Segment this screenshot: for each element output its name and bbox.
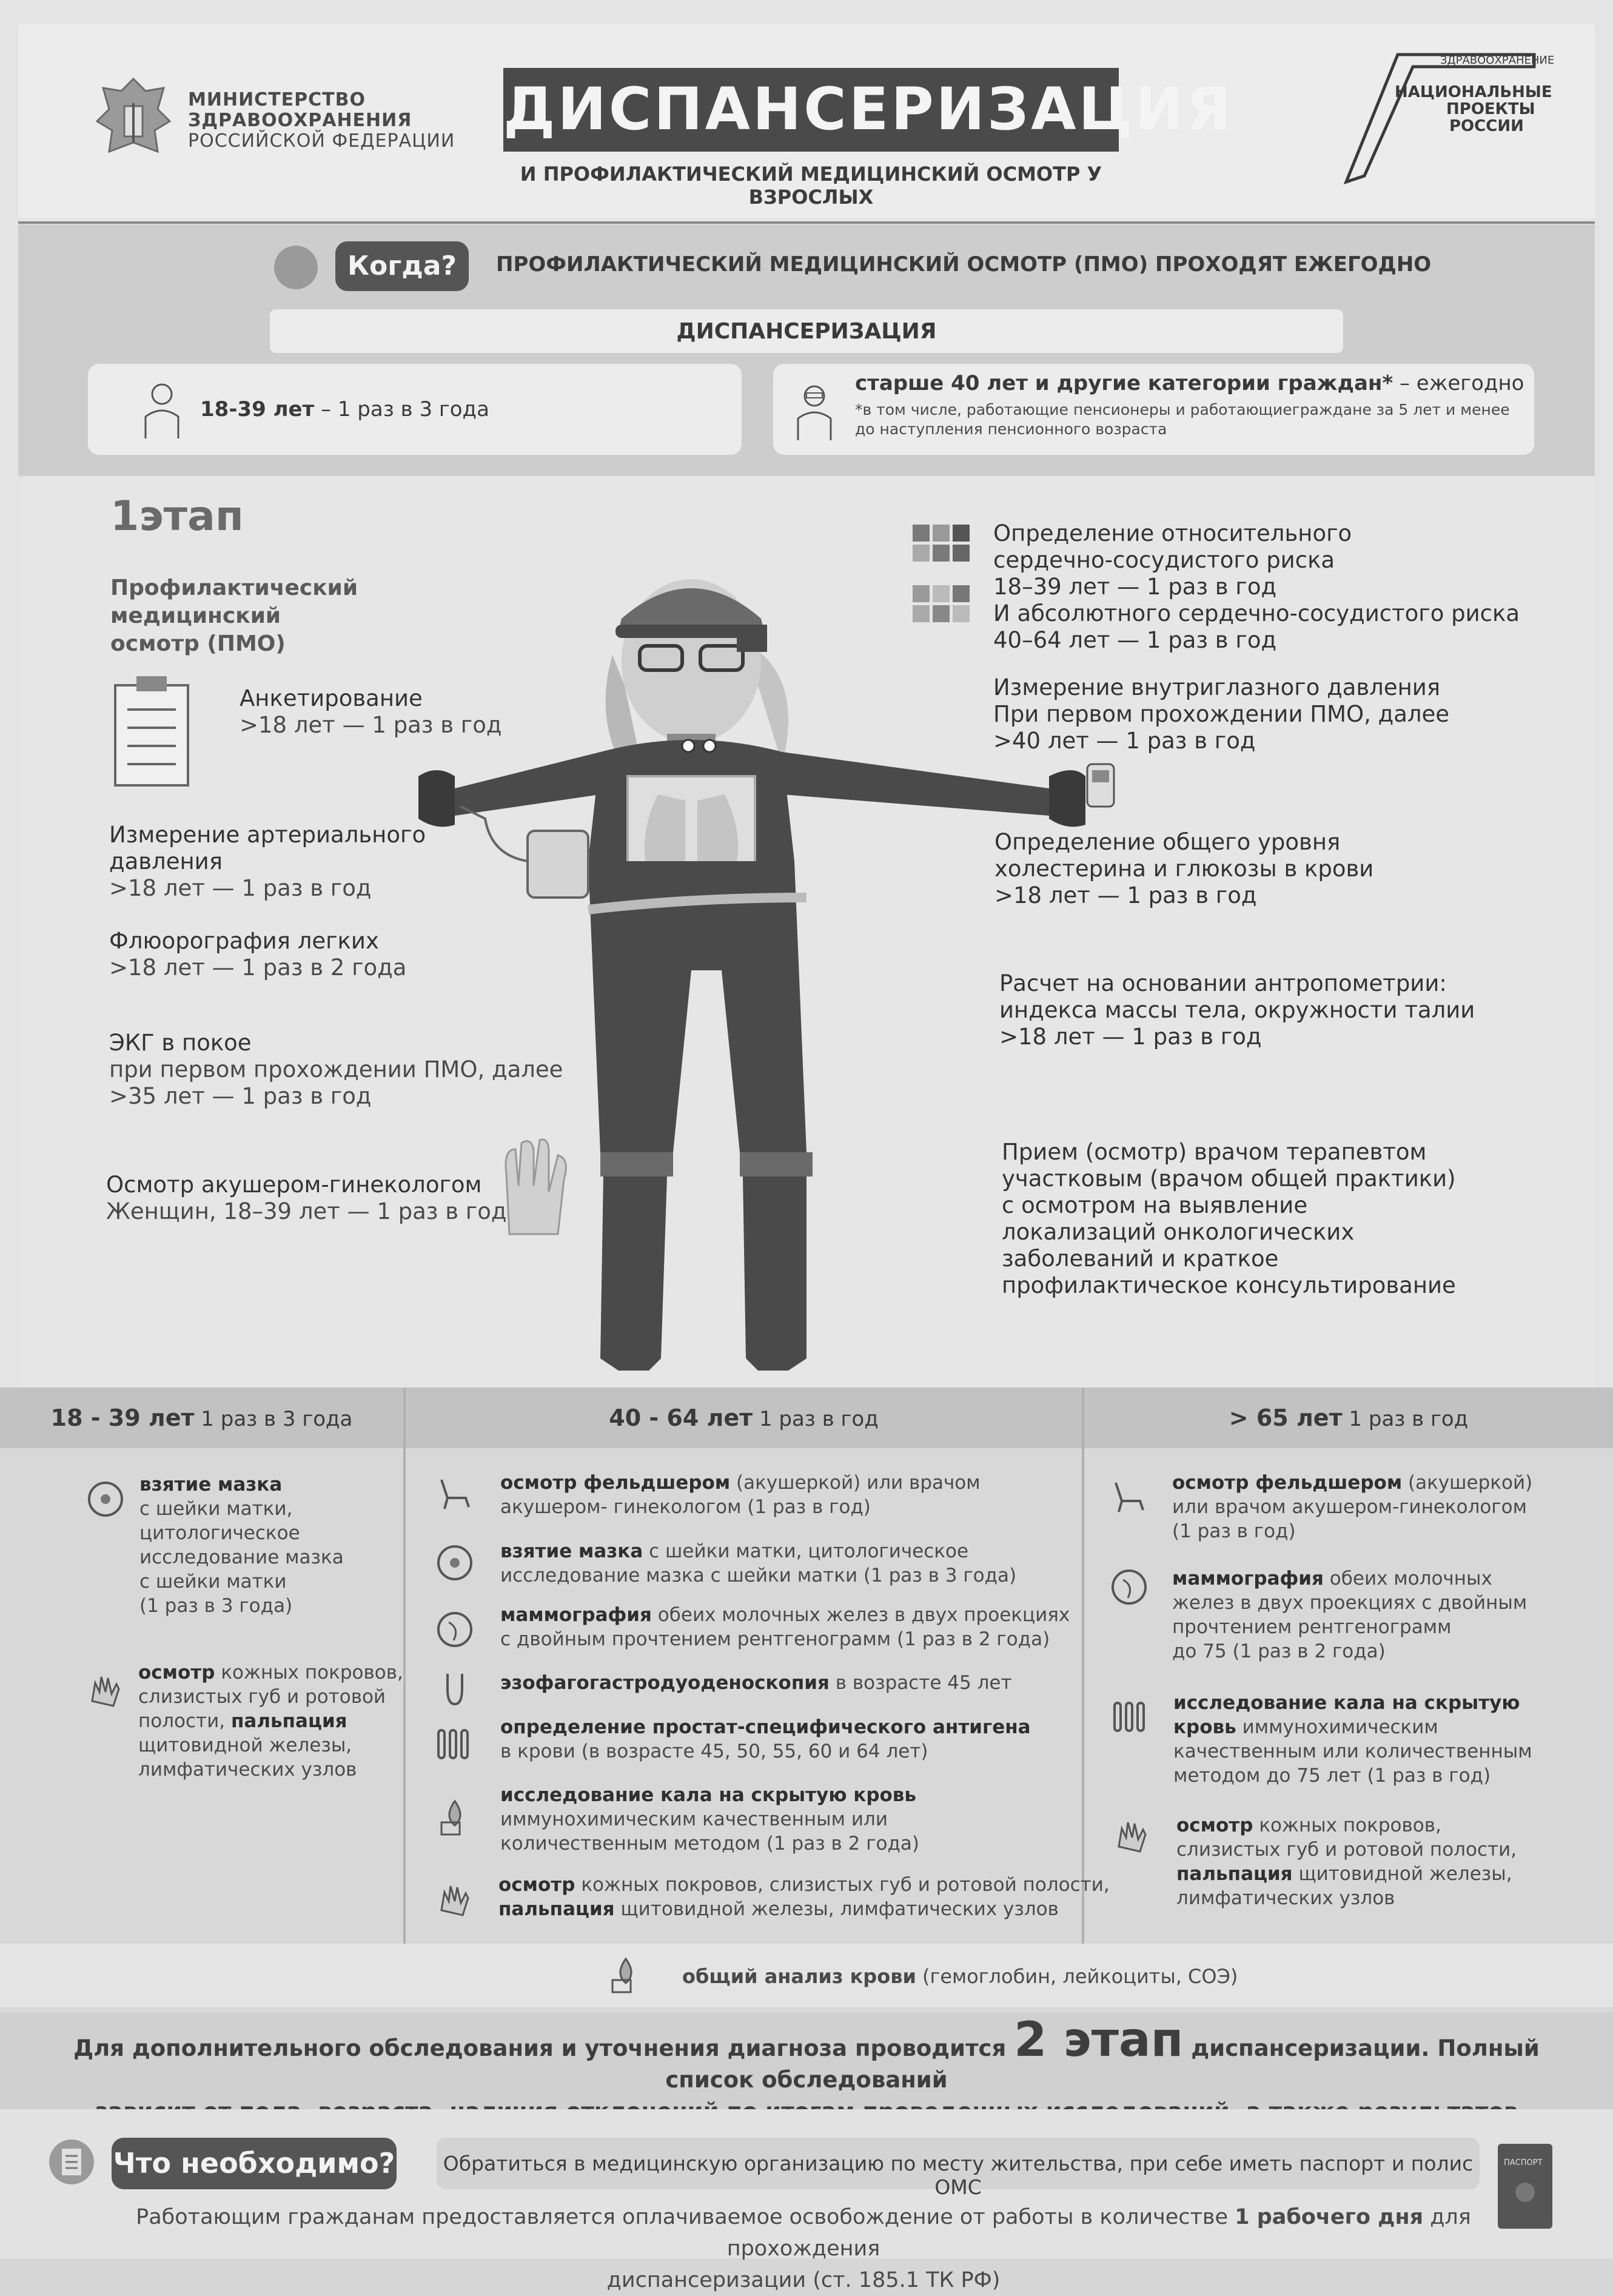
item-bold: пальпация [230, 1710, 347, 1732]
passport-icon [1495, 2141, 1555, 2232]
label-detail: >18 лет — 1 раз в год [240, 712, 502, 738]
item-line: лимфатических узлов [1176, 1887, 1395, 1909]
item-text: кожных покровов, слизистых губ и ротовой полости, [575, 1874, 1110, 1896]
mammography-icon [1110, 1568, 1149, 1606]
chair-icon [1110, 1477, 1149, 1516]
test-tubes-icon [434, 1725, 472, 1764]
need-text: Обратиться в медицинскую организацию по месту жительства, при себе иметь паспорт и полис ОМС [443, 2152, 1474, 2199]
item-bold: эзофагогастродуоденоскопия [500, 1672, 830, 1694]
ministry-line: МИНИСТЕРСТВО [188, 89, 366, 110]
person-icon [141, 379, 183, 440]
item-line: или врачом акушером-гинекологом [1172, 1496, 1527, 1518]
gloves-icon [497, 1131, 576, 1240]
item-bold: маммография [500, 1604, 652, 1626]
label-line: Расчет на основании антропометрии: [999, 970, 1447, 996]
item-text: в возрасте 45 лет [829, 1672, 1012, 1694]
label-detail: Женщин, 18–39 лет — 1 раз в год [106, 1198, 507, 1224]
item-bold: маммография [1172, 1568, 1324, 1589]
item-line: (1 раз в 3 года) [139, 1595, 293, 1617]
item-line: слизистых губ и ротовой полости, [1176, 1839, 1517, 1861]
item-text: (гемоглобин, лейкоциты, СОЭ) [916, 1965, 1238, 1988]
old-note-line: *в том числе, работающие пенсионеры и работающиеграждане за 5 лет и менее [855, 401, 1510, 418]
label-line: >40 лет — 1 раз в год [993, 728, 1256, 754]
test-tubes-icon [1110, 1698, 1149, 1737]
label-line: профилактическое консультирование [1002, 1272, 1456, 1298]
c2-r5 [500, 1715, 1031, 1764]
hand-icon [435, 1880, 474, 1919]
old-note-line: до наступления пенсионного возраста [855, 420, 1167, 438]
national-projects-logo [1340, 42, 1555, 188]
work-post: для прохождения [726, 2205, 1471, 2261]
blood-drop-icon [606, 1956, 645, 1995]
old-age-text [855, 371, 1524, 395]
young-freq: – 1 раз в 3 года [314, 397, 489, 421]
when-text: ПРОФИЛАКТИЧЕСКИЙ МЕДИЦИНСКИЙ ОСМОТР (ПМО) ПРОХОДЯТ ЕЖЕГОДНО [496, 252, 1432, 277]
c1-exam-item [138, 1660, 403, 1782]
item-line: цитологическое [139, 1522, 300, 1544]
label-line: >18 лет — 1 раз в год [999, 1024, 1262, 1050]
left-label-fluorography [109, 928, 406, 981]
emblem-icon [91, 73, 176, 164]
stage2-pre: Для дополнительного обследования и уточнения диагноза проводится [73, 2035, 1014, 2061]
old-title: старше 40 лет и другие категории граждан* [855, 371, 1393, 395]
item-bold: взятие мазка [139, 1474, 283, 1495]
ministry-name [188, 90, 455, 152]
label-detail: >18 лет — 1 раз в год [109, 875, 372, 901]
clipboard-icon [112, 673, 191, 788]
item-text: обеих молочных желез в двух проекциях [651, 1604, 1070, 1626]
projects-line: ПРОЕКТЫ [1446, 100, 1535, 118]
item-line: количественным методом (1 раз в 2 года) [500, 1833, 920, 1855]
work-bold: 1 рабочего дня [1235, 2205, 1424, 2229]
pmo-line: осмотр (ПМО) [110, 631, 286, 656]
item-text: кожных покровов, [1253, 1814, 1441, 1836]
label-line: с осмотром на выявление [1002, 1192, 1308, 1218]
label-line: 40–64 лет — 1 раз в год [993, 627, 1277, 653]
label-head: давления [109, 848, 223, 874]
item-bold: пальпация [1176, 1863, 1293, 1885]
smear-icon [435, 1543, 474, 1582]
item-line: иммунохимическим качественным или [500, 1808, 888, 1830]
young-age-text [200, 397, 489, 421]
label-detail: >18 лет — 1 раз в 2 года [109, 955, 407, 981]
page-subtitle: И ПРОФИЛАКТИЧЕСКИЙ МЕДИЦИНСКИЙ ОСМОТР У ВЗРОСЛЫХ [520, 163, 1102, 209]
item-line: с шейки матки, [139, 1498, 293, 1520]
item-bold: осмотр фельдшером [500, 1472, 731, 1494]
dispensary-label: ДИСПАНСЕРИЗАЦИЯ [676, 319, 937, 344]
c3-r4 [1176, 1813, 1517, 1910]
column-divider [1082, 1388, 1084, 1944]
label-line: И абсолютного сердечно-сосудистого риска [993, 600, 1520, 626]
work-text [121, 2201, 1486, 2296]
item-line: исследование мазка [139, 1546, 344, 1568]
item-bold: взятие мазка [500, 1540, 643, 1562]
item-text: обеих молочных [1323, 1568, 1492, 1589]
item-line: качественным или количественным [1173, 1740, 1532, 1762]
item-bold: осмотр фельдшером [1172, 1472, 1403, 1494]
item-bold: пальпация [498, 1898, 615, 1920]
stage2-post: диспансеризации. Полный список обследований [665, 2035, 1540, 2093]
item-line: с двойным прочтением рентгенограмм (1 раз в 2 года) [500, 1628, 1050, 1650]
label-head: Флюорография легких [109, 928, 379, 954]
old-freq: – ежегодно [1393, 371, 1524, 395]
c1-smear-item [139, 1472, 344, 1618]
item-line: слизистых губ и ротовой [138, 1686, 386, 1708]
elder-person-icon [793, 381, 836, 441]
item-bold: исследование кала на скрытую [1173, 1692, 1520, 1714]
stage2-big: 2 этап [1014, 2013, 1184, 2067]
chair-icon [435, 1474, 474, 1512]
item-line: желез в двух проекциях с двойным [1172, 1592, 1527, 1614]
item-line: щитовидной железы, [138, 1734, 352, 1756]
label-line: локализаций онкологических [1002, 1219, 1355, 1245]
item-line: исследование мазка с шейки матки (1 раз в 3 года) [500, 1565, 1017, 1586]
item-text: щитовидной железы, лимфатических узлов [614, 1898, 1059, 1920]
item-bold: определение простат-специфического антигена [500, 1716, 1031, 1738]
when-pill: Когда? [335, 241, 469, 291]
ministry-line: РОССИЙСКОЙ ФЕДЕРАЦИИ [188, 130, 455, 152]
label-head: Осмотр акушером-гинекологом [106, 1172, 482, 1198]
col-freq: 1 раз в 3 года [194, 1407, 353, 1431]
label-line: Определение общего уровня [994, 829, 1341, 855]
pmo-line: Профилактический медицинский [110, 576, 358, 628]
calendar-icon [274, 246, 318, 289]
glucometer-icon [1085, 761, 1116, 810]
item-line: до 75 (1 раз в 2 года) [1172, 1640, 1386, 1662]
item-line: прочтением рентгенограмм [1172, 1616, 1452, 1638]
divider [18, 221, 1595, 224]
item-line: методом до 75 лет (1 раз в год) [1173, 1765, 1491, 1787]
col-age: > 65 лет [1229, 1405, 1343, 1431]
item-bold: исследование кала на скрытую кровь [500, 1784, 917, 1806]
label-line: 18–39 лет — 1 раз в год [993, 574, 1277, 600]
young-age: 18-39 лет [200, 397, 315, 421]
item-bold: осмотр [138, 1662, 215, 1683]
c3-r2 [1172, 1566, 1527, 1663]
projects-top-label: ЗДРАВООХРАНЕНИЕ [1440, 54, 1555, 67]
label-line: индекса массы тела, окружности талии [999, 997, 1475, 1023]
item-bold: кровь [1173, 1716, 1236, 1738]
label-line: Определение относительного [993, 520, 1352, 546]
item-line: акушером- гинекологом (1 раз в год) [500, 1496, 871, 1518]
label-detail: при первом прохождении ПМО, далее [109, 1056, 563, 1083]
blood-test-text [682, 1965, 1238, 1988]
page-title: ДИСПАНСЕРИЗАЦИЯ [503, 75, 1233, 143]
col-header-18-39 [0, 1388, 403, 1448]
sample-icon [435, 1798, 474, 1837]
item-line: (1 раз в год) [1172, 1520, 1296, 1542]
item-bold: осмотр [498, 1874, 575, 1896]
label-line: >18 лет — 1 раз в год [994, 882, 1257, 908]
item-text: полости, [138, 1710, 231, 1732]
stage1-title: 1этап [110, 492, 244, 540]
item-line: в крови (в возрасте 45, 50, 55, 60 и 64 лет) [500, 1740, 928, 1762]
col-header-40-64 [406, 1388, 1082, 1448]
col-header-65 [1084, 1388, 1613, 1448]
mammography-icon [435, 1610, 474, 1649]
col-age: 18 - 39 лет [50, 1405, 195, 1431]
item-line: с шейки матки [139, 1571, 287, 1593]
label-line: заболеваний и краткое [1002, 1246, 1279, 1272]
c2-r4 [500, 1671, 1012, 1695]
endoscopy-icon [435, 1671, 474, 1710]
c3-r3 [1173, 1691, 1532, 1788]
hand-icon [1113, 1816, 1152, 1855]
label-line: При первом прохождении ПМО, далее [993, 701, 1450, 727]
item-text: (акушеркой) [1402, 1472, 1533, 1494]
col-freq: 1 раз в год [753, 1407, 879, 1431]
item-text: с шейки матки, цитологическое [643, 1540, 969, 1562]
item-bold: общий анализ крови [682, 1965, 916, 1988]
label-detail: >35 лет — 1 раз в год [109, 1083, 372, 1109]
column-divider [403, 1388, 406, 1944]
label-line: сердечно-сосудистого риска [993, 547, 1335, 573]
projects-line: РОССИИ [1449, 117, 1524, 135]
item-text: щитовидной железы, [1292, 1863, 1512, 1885]
ministry-line: ЗДРАВООХРАНЕНИЯ [188, 110, 412, 131]
c2-r7 [498, 1873, 1110, 1921]
c2-r6 [500, 1783, 919, 1856]
label-head: Измерение артериального [109, 822, 426, 848]
label-line: холестерина и глюкозы в крови [994, 856, 1374, 882]
col-age: 40 - 64 лет [609, 1405, 753, 1431]
label-head: ЭКГ в покое [109, 1030, 252, 1056]
work-pre: Работающим гражданам предоставляется оплачиваемое освобождение от работы в количестве [136, 2205, 1235, 2229]
item-bold: осмотр [1176, 1814, 1253, 1836]
old-note [855, 400, 1522, 439]
patient-illustration [418, 546, 1085, 1383]
c3-r1 [1172, 1471, 1532, 1543]
col-freq: 1 раз в год [1342, 1407, 1469, 1431]
label-line: Измерение внутриглазного давления [993, 674, 1441, 700]
projects-line: НАЦИОНАЛЬНЫЕ [1395, 83, 1552, 101]
left-label-pressure [109, 822, 426, 902]
c2-r2 [500, 1539, 1016, 1588]
hand-icon [86, 1671, 125, 1710]
smear-icon [86, 1480, 125, 1519]
label-head: Анкетирование [240, 685, 423, 711]
item-text: кожных покровов, [215, 1662, 403, 1683]
item-text: иммунохимическим [1236, 1716, 1438, 1738]
c2-r1 [500, 1471, 981, 1519]
item-line: лимфатических узлов [138, 1759, 357, 1781]
need-pill: Что необходимо? [112, 2138, 397, 2189]
work-line2: диспансеризации (ст. 185.1 ТК РФ) [606, 2268, 1001, 2292]
label-line: Прием (осмотр) врачом терапевтом [1002, 1139, 1427, 1165]
item-text: (акушеркой) или врачом [730, 1472, 981, 1494]
passport-label: ПАСПОРТ [1504, 2158, 1543, 2167]
c2-r3 [500, 1603, 1070, 1651]
document-icon [47, 2138, 96, 2186]
label-line: участковым (врачом общей практики) [1002, 1166, 1456, 1192]
